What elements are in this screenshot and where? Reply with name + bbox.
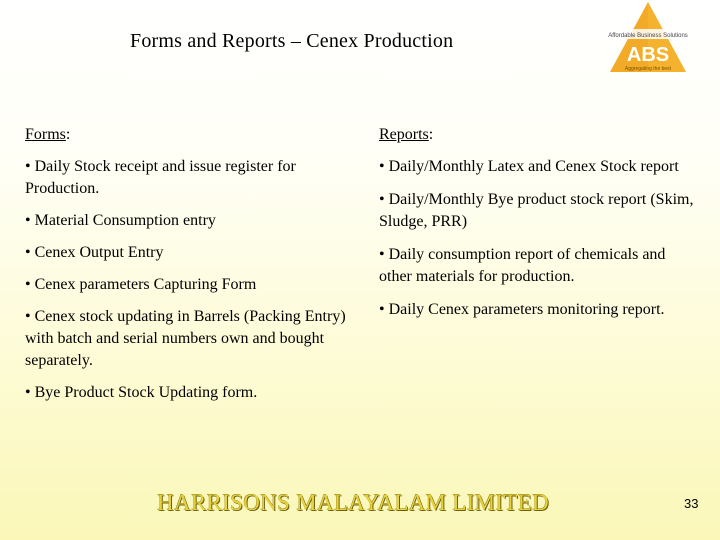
logo-letters: ABS <box>626 44 670 66</box>
forms-heading <box>25 124 355 146</box>
forms-item: • Bye Product Stock Updating form. <box>25 384 258 401</box>
abs-logo-icon <box>606 2 690 74</box>
reports-heading-text: Reports <box>379 126 429 143</box>
forms-heading-colon: : <box>65 126 71 143</box>
reports-item: • Daily Cenex parameters monitoring report. <box>379 301 665 318</box>
reports-heading <box>379 124 699 146</box>
forms-item: • Cenex parameters Capturing Form <box>25 276 257 293</box>
reports-item: • Daily consumption report of chemicals and other materials for production. <box>379 246 666 285</box>
reports-heading-colon: : <box>428 126 434 143</box>
forms-column <box>25 124 355 414</box>
reports-item: • Daily/Monthly Latex and Cenex Stock report <box>379 158 679 175</box>
reports-column <box>379 124 699 332</box>
forms-item: • Cenex stock updating in Barrels (Packing Entry) with batch and serial numbers own and bought separately. <box>25 308 346 369</box>
company-footer: HARRISONS MALAYALAM LIMITED <box>157 490 549 515</box>
reports-item: • Daily/Monthly Bye product stock report (Skim, Sludge, PRR) <box>379 191 694 230</box>
logo-tagline-bottom: Aggregating the best <box>624 66 672 72</box>
forms-item: • Cenex Output Entry <box>25 244 164 261</box>
page-number: 33 <box>684 496 699 511</box>
logo-tagline-top: Affordable Business Solutions <box>608 33 688 39</box>
forms-item: • Material Consumption entry <box>25 212 216 229</box>
forms-heading-text: Forms <box>25 126 66 143</box>
forms-item: • Daily Stock receipt and issue register for Production. <box>25 158 296 197</box>
page-title: Forms and Reports – Cenex Production <box>130 30 454 52</box>
